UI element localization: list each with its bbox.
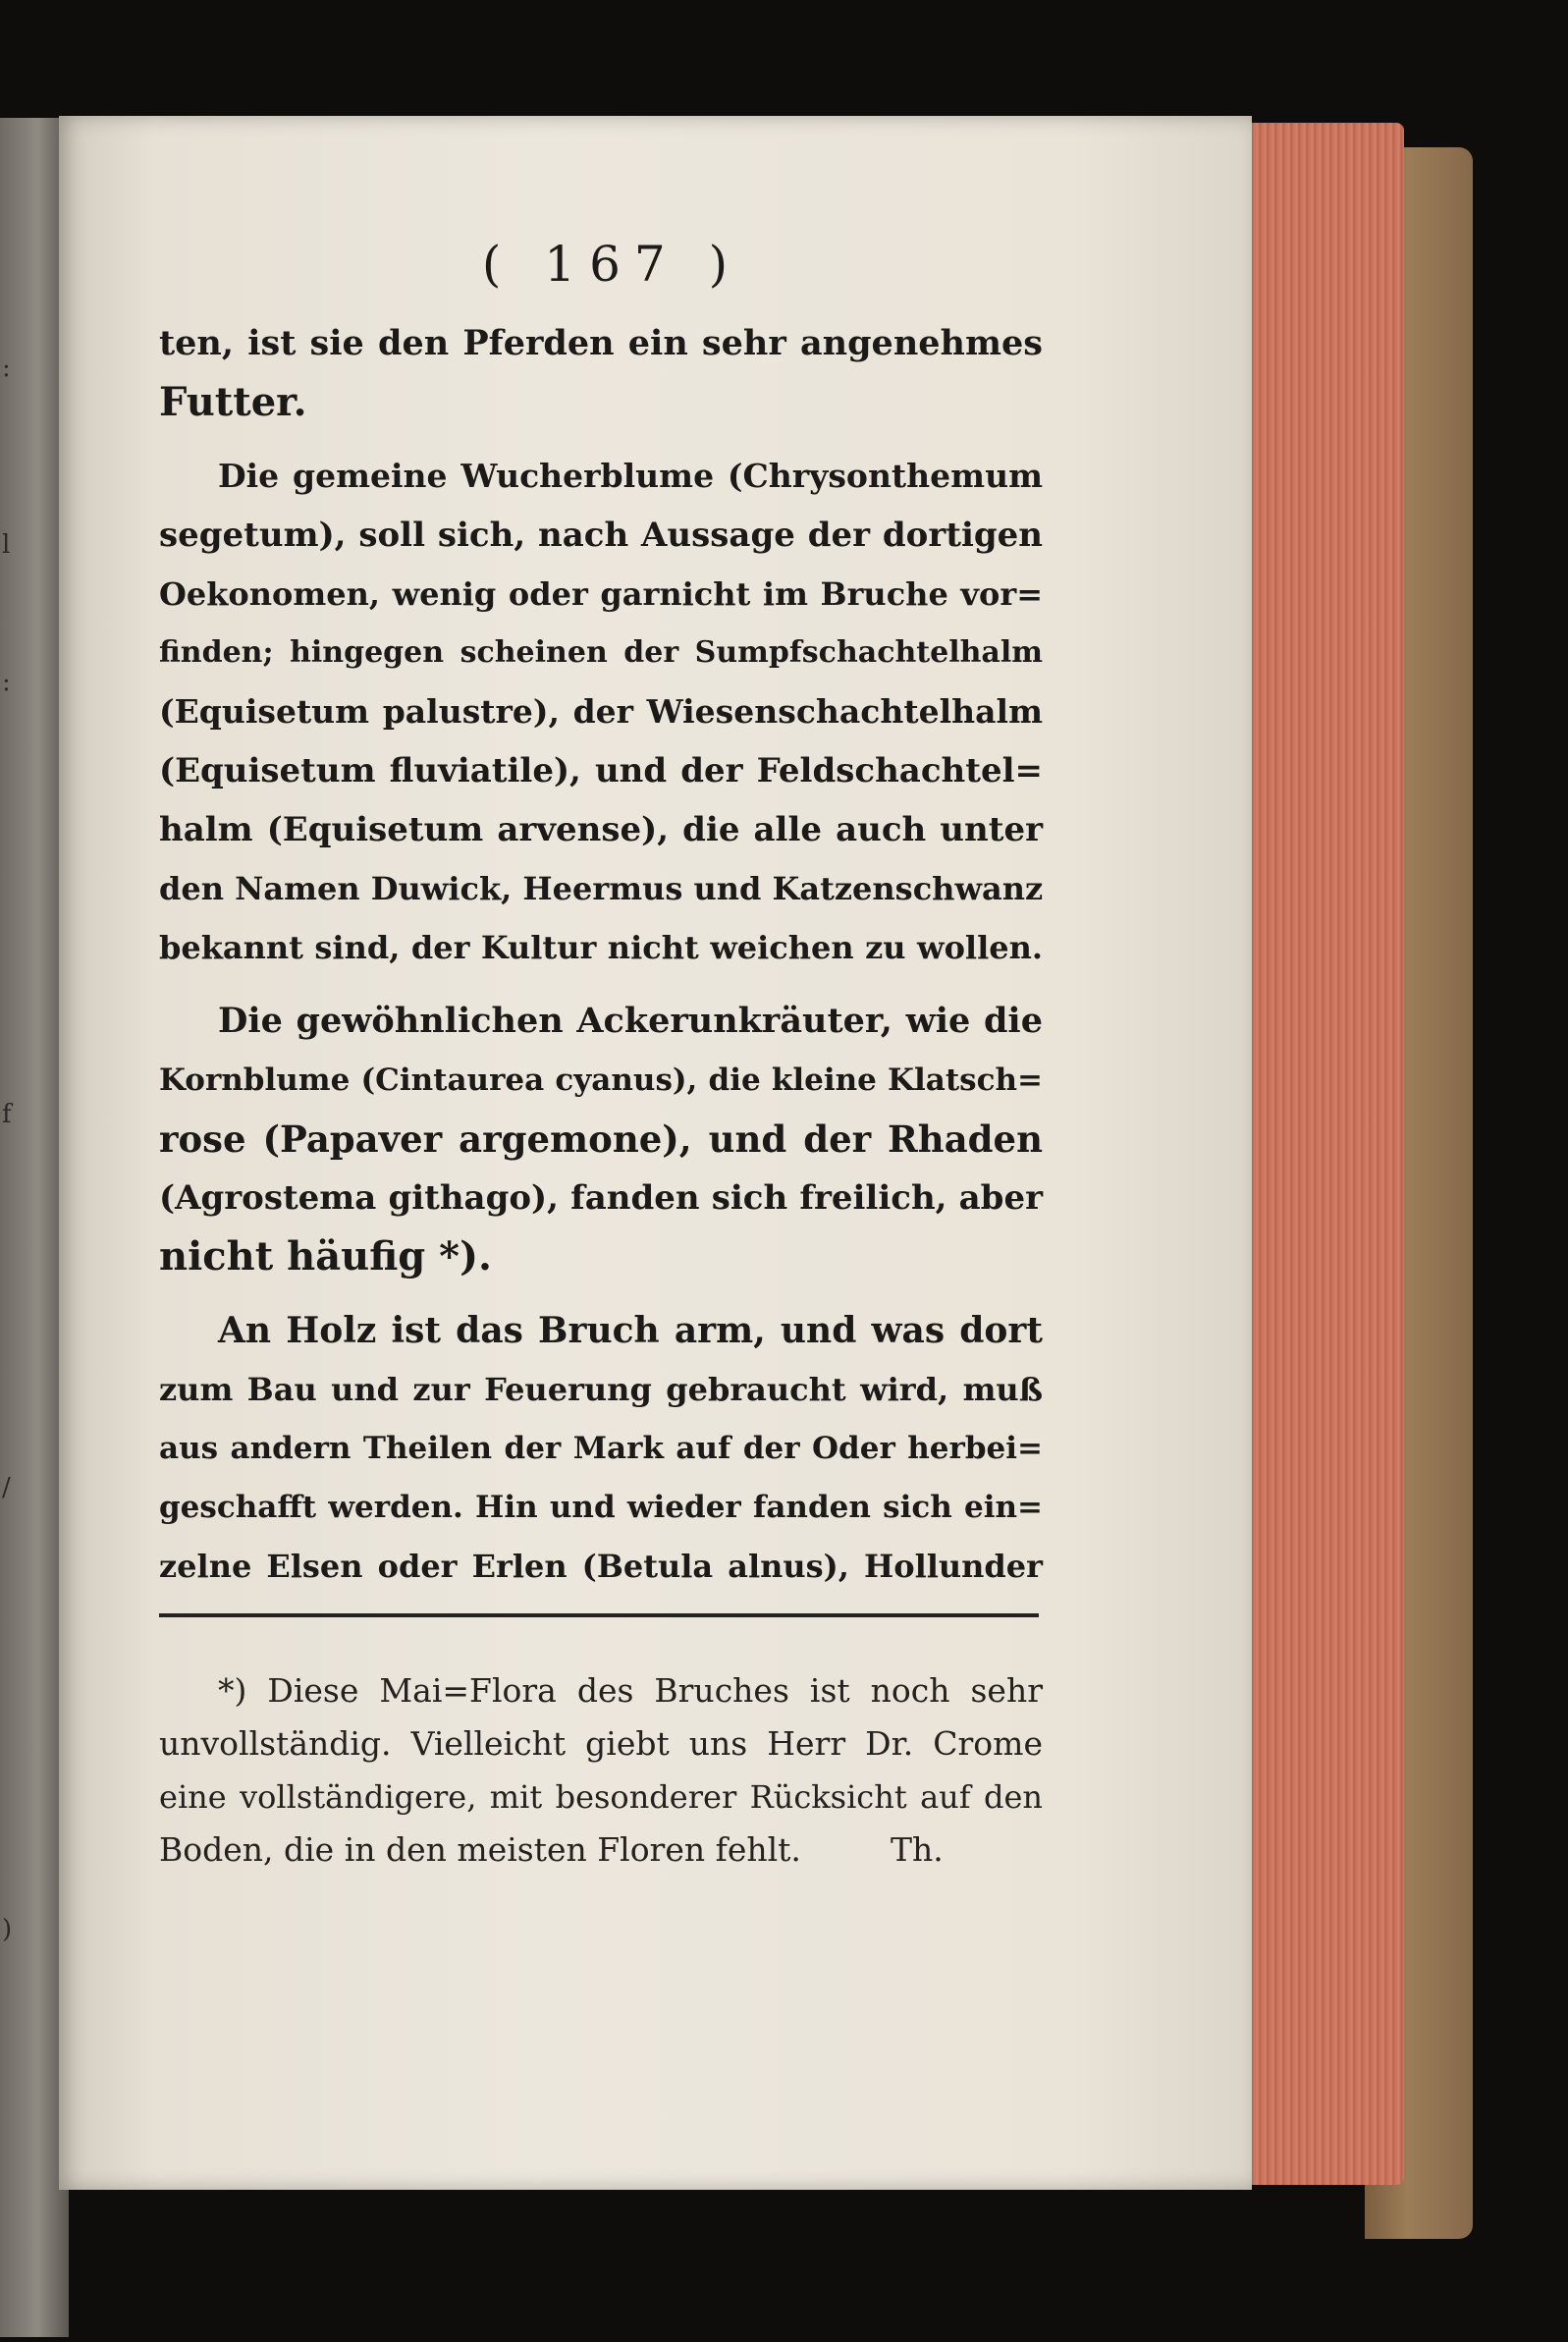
text-line: rose (Papaver argemone), und der Rhaden (159, 1117, 1043, 1161)
text-line: finden; hingegen scheinen der Sumpfschachtelhalm (159, 635, 1043, 670)
text-line: segetum), soll sich, nach Aussage der dortigen (159, 516, 1043, 555)
page-block-red-edge (1247, 123, 1404, 2185)
page-number: ( 167 ) (481, 236, 742, 293)
footnote-line: unvollständig. Vielleicht giebt uns Herr Dr. Crome (159, 1724, 1043, 1763)
text-line: bekannt sind, der Kultur nicht weichen zu wollen. (159, 929, 1043, 966)
text-line: nicht häufig *). (159, 1233, 492, 1280)
text-line: den Namen Duwick, Heermus und Katzenschwanz (159, 870, 1044, 907)
facing-page-mark: : (2, 668, 11, 697)
text-line: ten, ist sie den Pferden ein sehr angenehmes (159, 323, 1043, 363)
text-line: geschafft werden. Hin und wieder fanden sich ein= (159, 1490, 1043, 1525)
footnote-signature: Th. (891, 1830, 944, 1869)
facing-page-mark: : (2, 354, 11, 383)
footnote-line: eine vollständigere, mit besonderer Rücksicht auf den (159, 1778, 1043, 1816)
facing-page-mark: f (2, 1100, 12, 1129)
text-line: Oekonomen, wenig oder garnicht im Bruche vor= (159, 575, 1043, 613)
text-line: Kornblume (Cintaurea cyanus), die kleine Klatsch= (159, 1062, 1043, 1098)
text-line: zum Bau und zur Feuerung gebraucht wird, muß (159, 1371, 1043, 1408)
text-line: (Equisetum palustre), der Wiesenschachtelhalm (159, 692, 1043, 731)
facing-page-mark: ) (2, 1915, 13, 1944)
footnote-line: Boden, die in den meisten Floren fehlt. (159, 1830, 801, 1869)
footnote-divider (159, 1613, 1039, 1617)
text-line: halm (Equisetum arvense), die alle auch unter (159, 810, 1043, 849)
text-line: aus andern Theilen der Mark auf der Oder herbei= (159, 1431, 1043, 1466)
facing-page-mark: / (2, 1473, 11, 1502)
text-line: An Holz ist das Bruch arm, und was dort (218, 1310, 1043, 1351)
footnote-line: *) Diese Mai=Flora des Bruches ist noch sehr (218, 1671, 1043, 1710)
text-line: Die gewöhnlichen Ackerunkräuter, wie die (218, 1001, 1043, 1041)
text-line: Die gemeine Wucherblume (Chrysonthemum (218, 457, 1043, 495)
text-line: Futter. (159, 379, 307, 425)
text-line: (Agrostema githago), fanden sich freilich, aber (159, 1178, 1043, 1218)
text-line: zelne Elsen oder Erlen (Betula alnus), Hollunder (159, 1548, 1043, 1585)
facing-page-mark: l (2, 530, 11, 560)
text-line: (Equisetum fluviatile), und der Feldschachtel= (159, 751, 1043, 790)
